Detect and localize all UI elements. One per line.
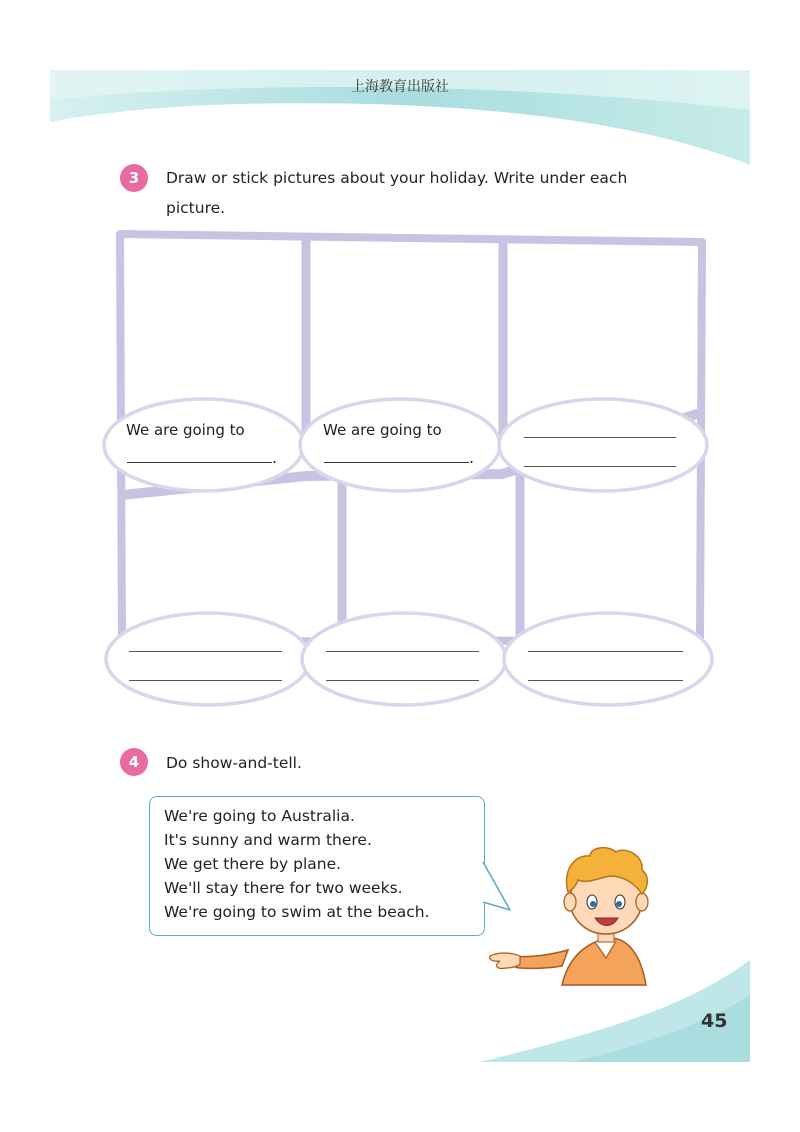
page-number: 45 — [701, 1010, 728, 1032]
bubble-1-period: . — [272, 448, 278, 467]
activity-3-badge: 3 — [120, 164, 148, 192]
speech-line-5: We're going to swim at the beach. — [164, 903, 430, 921]
bubble-2-text: We are going to — [323, 421, 442, 439]
publisher-name: 上海教育出版社 — [351, 79, 449, 95]
activity-4-instruction: Do show-and-tell. — [166, 754, 302, 772]
boy-presenting-illustration-icon — [50, 70, 750, 1062]
bubble-1-text: We are going to — [126, 421, 245, 439]
bubble-2-period: . — [469, 448, 475, 467]
textbook-page — [50, 70, 750, 1062]
activity-3-instruction-line1: Draw or stick pictures about your holiday. Write under each — [166, 169, 628, 187]
speech-line-2: It's sunny and warm there. — [164, 831, 372, 849]
speech-line-3: We get there by plane. — [164, 855, 342, 873]
speech-line-1: We're going to Australia. — [164, 807, 355, 825]
activity-3-instruction-line2: picture. — [166, 199, 226, 217]
speech-line-4: We'll stay there for two weeks. — [164, 879, 403, 897]
activity-4-badge: 4 — [120, 748, 148, 776]
